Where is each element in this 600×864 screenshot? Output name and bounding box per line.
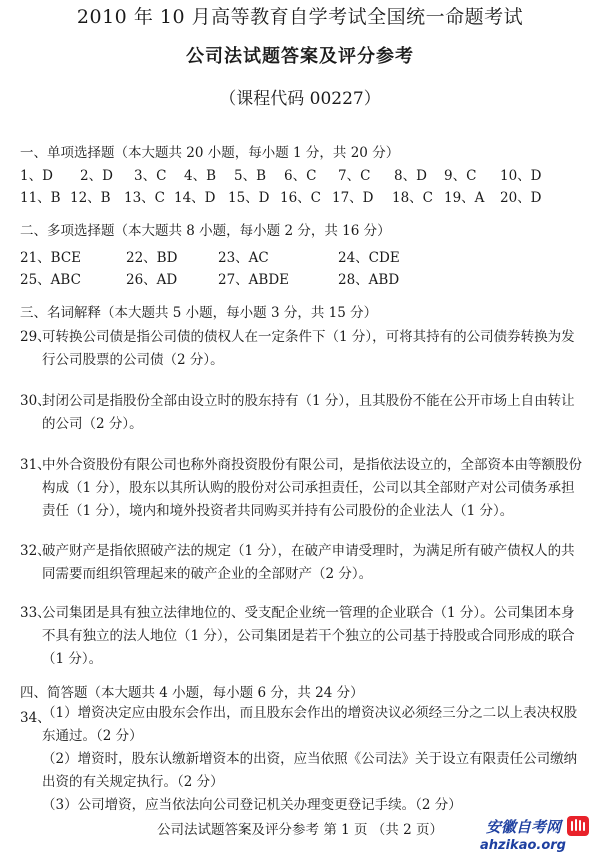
- logo-brand: 安徽自考网: [486, 818, 562, 836]
- answer-item: 4、B: [184, 168, 217, 184]
- item-number: 30、: [20, 393, 51, 409]
- item-number: 34、: [20, 710, 51, 726]
- answer-item: 12、B: [70, 190, 111, 206]
- definition-text: 封闭公司是指股份全部由设立时的股东持有（1 分），且其股份不能在公开市场上自由转让的公司（2 分）。: [42, 393, 575, 432]
- definition-text: 可转换公司债是指公司债的债权人在一定条件下（1 分），可将其持有的公司债券转换为发行公司股票的公司债（2 分）。: [42, 329, 575, 368]
- item-number: 32、: [20, 543, 51, 559]
- answer-item: 3、C: [134, 168, 167, 184]
- answer-item: 9、C: [444, 168, 477, 184]
- answer-item: 8、D: [394, 168, 427, 184]
- answer-item: 18、C: [392, 190, 434, 206]
- answer-item: 28、ABD: [338, 272, 400, 288]
- answer-item: 25、ABC: [20, 272, 81, 288]
- definition-32: [20, 540, 585, 586]
- answer-point-2: （2）增资时，股东认缴新增资本的出资，应当依照《公司法》关于设立有限责任公司缴纳出资的有关规定执行。（2 分）: [42, 751, 578, 790]
- answer-item: 19、A: [444, 190, 485, 206]
- definition-30: [20, 390, 585, 436]
- answer-item: 2、D: [80, 168, 113, 184]
- answer-item: 20、D: [500, 190, 542, 206]
- section3-title: 三、名词解释（本大题共 5 小题，每小题 3 分，共 15 分）: [20, 305, 378, 321]
- definition-text: 中外合资股份有限公司也称外商投资股份有限公司，是指依法设立的，全部资本由等额股份构成（1 分），股东以其所认购的股份对公司承担责任，公司以其全部财产对公司债务承担责任（1 分），境内和境外投资者共同购买并持有公司股份的企业法人（1 分）。: [42, 457, 582, 519]
- answer-item: 16、C: [280, 190, 322, 206]
- answer-item: 21、BCE: [20, 250, 82, 266]
- item-number: 29、: [20, 329, 51, 345]
- answer-item: 17、D: [332, 190, 374, 206]
- answer-item: 1、D: [20, 168, 53, 184]
- answer-item: 27、ABDE: [218, 272, 290, 288]
- section1-title: 一、单项选择题（本大题共 20 小题，每小题 1 分，共 20 分）: [20, 145, 400, 161]
- hand-logo-icon: [564, 812, 592, 840]
- definition-text: 破产财产是指依照破产法的规定（1 分），在破产申请受理时，为满足所有破产债权人的共同需要而组织管理起来的破产企业的全部财产（2 分）。: [42, 543, 575, 582]
- definition-33: [20, 602, 585, 671]
- section2-title: 二、多项选择题（本大题共 8 小题，每小题 2 分，共 16 分）: [20, 223, 391, 239]
- item-number: 31、: [20, 457, 51, 473]
- answer-item: 6、C: [284, 168, 317, 184]
- answer-item: 11、B: [20, 190, 61, 206]
- answer-item: 15、D: [228, 190, 270, 206]
- answer-item: 26、AD: [126, 272, 178, 288]
- item-number: 33、: [20, 605, 51, 621]
- definition-text: 公司集团是具有独立法律地位的、受支配企业统一管理的企业联合（1 分）。公司集团本身不具有独立的法人地位（1 分），公司集团是若干个独立的公司基于持股或合同形成的联合（1 分）。: [42, 605, 575, 667]
- document-subtitle: 公司法试题答案及评分参考: [186, 46, 414, 67]
- page-footer: 公司法试题答案及评分参考 第 1 页 （共 2 页）: [157, 822, 443, 838]
- answer-item: 22、BD: [126, 250, 178, 266]
- answer-point-1: （1）增资决定应由股东会作出，而且股东会作出的增资决议必须经三分之二以上表决权股东通过。（2 分）: [42, 705, 578, 744]
- definition-29: [20, 326, 585, 372]
- answer-item: 23、AC: [218, 250, 269, 266]
- course-code: （课程代码 00227）: [219, 89, 381, 109]
- exam-title: 2010 年 10 月高等教育自学考试全国统一命题考试: [76, 6, 524, 28]
- logo-url: ahzikao.org: [480, 838, 566, 853]
- answer-item: 5、B: [234, 168, 267, 184]
- answer-item: 24、CDE: [338, 250, 400, 266]
- definition-31: [20, 454, 585, 523]
- section4-title: 四、简答题（本大题共 4 小题，每小题 6 分，共 24 分）: [20, 685, 364, 701]
- answer-point-3: （3）公司增资，应当依法向公司登记机关办理变更登记手续。（2 分）: [42, 797, 462, 813]
- answer-item: 13、C: [124, 190, 166, 206]
- answer-item: 10、D: [500, 168, 542, 184]
- site-logo: [478, 812, 596, 860]
- answer-item: 14、D: [174, 190, 216, 206]
- answer-item: 7、C: [338, 168, 371, 184]
